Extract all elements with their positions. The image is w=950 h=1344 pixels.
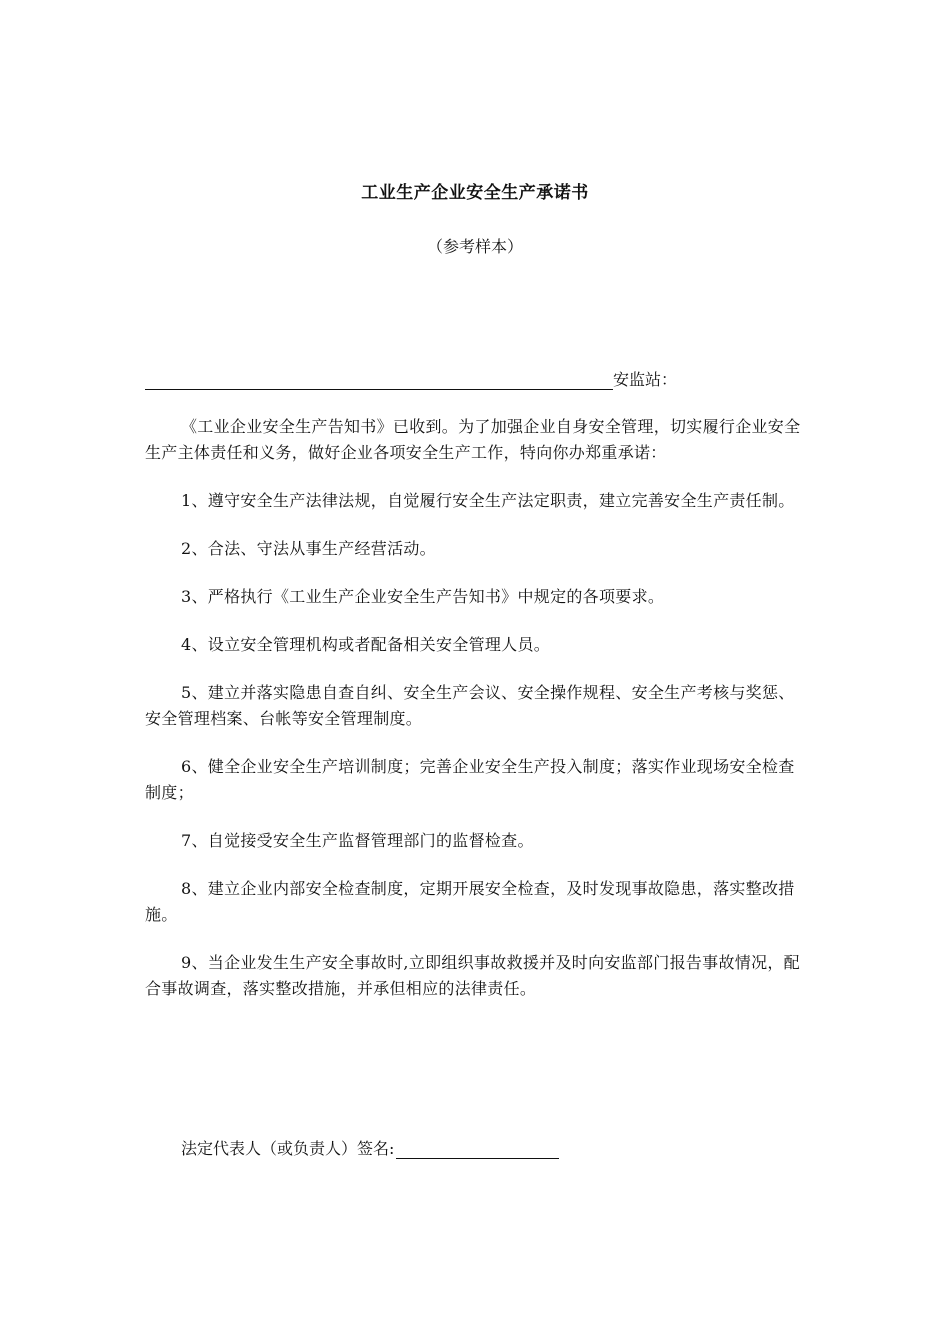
commitment-item-9: 9、当企业发生生产安全事故时,立即组织事故救援并及时向安监部门报告事故情况，配合事故调查，落实整改措施，并承但相应的法律责任。 — [145, 953, 800, 998]
document-body — [145, 414, 809, 1024]
signature-label: 法定代表人（或负责人）签名: — [181, 1139, 395, 1158]
document-subtitle: （参考样本） — [426, 237, 523, 256]
commitment-item-3: 3、严格执行《工业生产企业安全生产告知书》中规定的各项要求。 — [181, 587, 665, 606]
commitment-item-2: 2、合法、守法从事生产经营活动。 — [181, 539, 436, 558]
addressee-suffix: 安监站： — [613, 370, 678, 389]
commitment-item-4: 4、设立安全管理机构或者配备相关安全管理人员。 — [181, 635, 551, 654]
commitment-item-6: 6、健全企业安全生产培训制度；完善企业安全生产投入制度；落实作业现场安全检查制度； — [145, 757, 795, 802]
commitment-item-1: 1、遵守安全生产法律法规，自觉履行安全生产法定职责，建立完善安全生产责任制。 — [181, 491, 795, 510]
intro-paragraph: 《工业企业安全生产告知书》已收到。为了加强企业自身安全管理，切实履行企业安全生产主体责任和义务，做好企业各项安全生产工作，特向你办郑重承诺： — [145, 417, 801, 462]
commitment-item-5: 5、建立并落实隐患自查自纠、安全生产会议、安全操作规程、安全生产考核与奖惩、安全管理档案、台帐等安全管理制度。 — [145, 683, 795, 728]
document-title: 工业生产企业安全生产承诺书 — [361, 183, 589, 203]
addressee-blank — [145, 371, 613, 390]
commitment-item-8: 8、建立企业内部安全检查制度，定期开展安全检查，及时发现事故隐患，落实整改措施。 — [145, 879, 795, 924]
signature-blank — [396, 1140, 559, 1159]
commitment-item-7: 7、自觉接受安全生产监督管理部门的监督检查。 — [181, 831, 534, 850]
signature-line — [181, 1136, 559, 1159]
addressee-line — [145, 367, 677, 390]
